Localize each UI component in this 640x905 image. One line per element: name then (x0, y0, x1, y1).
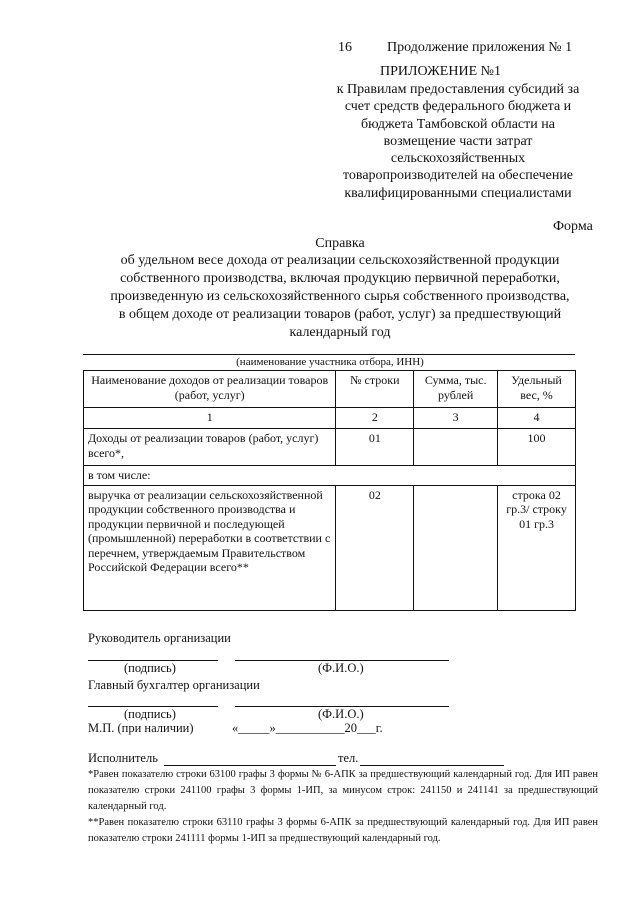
executor-line[interactable] (164, 765, 336, 766)
accountant-label: Главный бухгалтер организации (88, 678, 260, 692)
document-title: Справка (315, 236, 365, 251)
subtitle-line: календарный год (289, 325, 391, 340)
form-label: Форма (553, 219, 593, 234)
continuation-label: Продолжение приложения № 1 (387, 40, 573, 55)
column-number-row (84, 408, 576, 429)
header-cell: Наименование доходов от реализации товаров (работ, услуг) (84, 371, 336, 408)
appendix-title: ПРИЛОЖЕНИЕ №1 (380, 64, 501, 79)
signature-caption: (подпись) (124, 707, 176, 721)
table-row (84, 429, 576, 466)
appendix-description (316, 81, 600, 202)
participant-name-line[interactable] (83, 354, 575, 355)
executor-label: Исполнитель (88, 751, 158, 765)
row-line-number: 02 (336, 485, 414, 610)
appendix-line: сельскохозяйственных (390, 151, 526, 167)
appendix-line: возмещение части затрат (383, 133, 533, 149)
page-number: 16 (338, 40, 352, 55)
fio-caption: (Ф.И.О.) (318, 661, 364, 675)
head-label: Руководитель организации (88, 631, 231, 645)
table-row-including (84, 466, 576, 486)
appendix-line: счет средств федерального бюджета и (344, 99, 572, 115)
header-cell: № строки (336, 371, 414, 408)
phone-label: тел. (338, 751, 359, 765)
footnote-two: **Равен показателю строки 63110 графы 3 формы 6-АПК за предшествующий календарный год. Для ИП равен показателю строки 241111 формы 1-ИП за предшествующий календарный год. (88, 817, 598, 844)
row-name: выручка от реализации сельскохозяйственной продукции собственного производства и продукции первичной и последующей (промышленной) переработки в соответствии с перечнем, утверждаемым Правительством Российской Федерации всего** (84, 485, 336, 610)
including-label: в том числе: (84, 466, 576, 486)
fio-caption: (Ф.И.О.) (318, 707, 364, 721)
row-name: Доходы от реализации товаров (работ, услуг) всего*, (84, 429, 336, 466)
table-header-row (84, 371, 576, 408)
column-number: 1 (84, 408, 336, 429)
column-number: 2 (336, 408, 414, 429)
footnote-one: *Равен показателю строки 63100 графы 3 формы № 6-АПК за предшествующий календарный год. Для ИП равен показателю строки 241100 графы 3 формы 1-ИП, за минусом строк: 241150 и 241141 за предшествующий календарный год. (88, 769, 598, 812)
column-number: 4 (498, 408, 576, 429)
income-table (83, 370, 576, 611)
subtitle-line: произведенную из сельскохозяйственного сырья собственного производства, (110, 289, 570, 304)
seal-label: М.П. (при наличии) (88, 721, 194, 735)
row-sum[interactable] (414, 429, 498, 466)
subtitle-line: в общем доходе от реализации товаров (работ, услуг) за предшествующий (118, 307, 562, 322)
column-number: 3 (414, 408, 498, 429)
table-row (84, 485, 576, 610)
appendix-line: квалифицированными специалистами (344, 185, 572, 201)
subtitle-line: собственного производства, включая продукцию первичной переработки, (120, 271, 560, 286)
date-field[interactable]: «_____»___________20___г. (232, 721, 383, 735)
header-cell: Удельный вес, % (498, 371, 576, 408)
subtitle-line: об удельном весе дохода от реализации сельскохозяйственной продукции (120, 253, 560, 268)
row-line-number: 01 (336, 429, 414, 466)
document-subtitle (80, 252, 600, 342)
participant-caption: (наименование участника отбора, ИНН) (236, 356, 424, 368)
appendix-line: бюджета Тамбовской области на (361, 116, 555, 132)
row-sum[interactable] (414, 485, 498, 610)
row-share: строка 02 гр.3/ строку 01 гр.3 (498, 485, 576, 610)
appendix-line: товаропроизводителей на обеспечение (342, 168, 574, 184)
header-cell: Сумма, тыс. рублей (414, 371, 498, 408)
phone-line[interactable] (360, 765, 504, 766)
row-share: 100 (498, 429, 576, 466)
appendix-line: к Правилам предоставления субсидий за (336, 82, 580, 97)
signature-caption: (подпись) (124, 661, 176, 675)
